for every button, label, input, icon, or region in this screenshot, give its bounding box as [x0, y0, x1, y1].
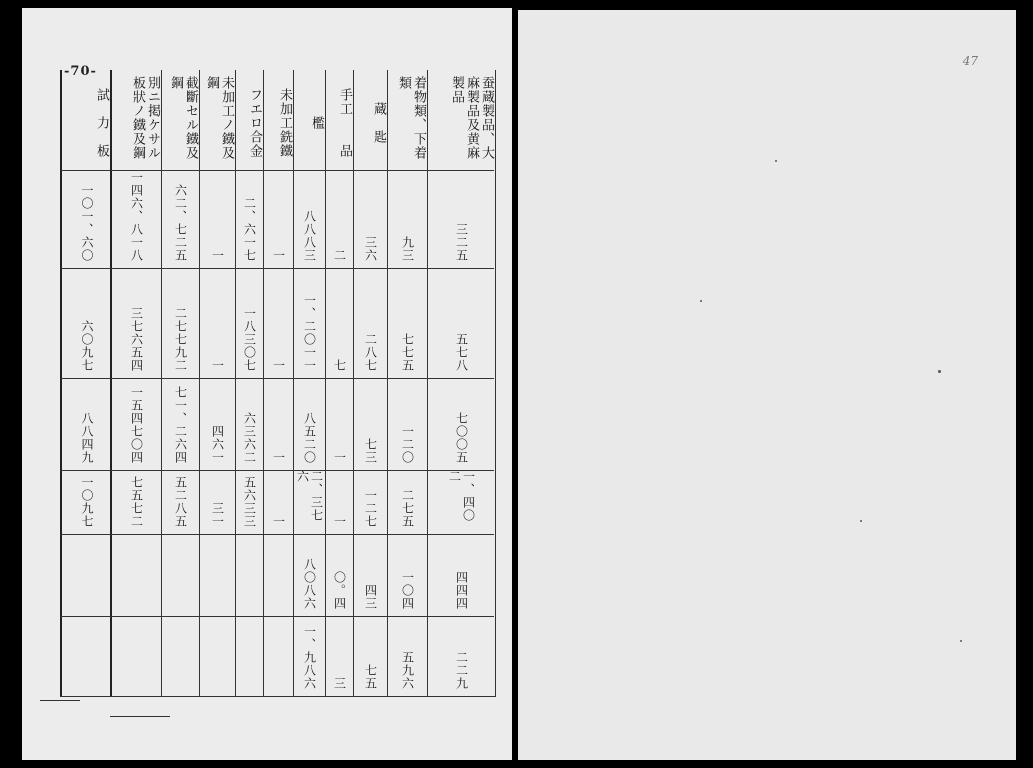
- table-cell: [64, 616, 110, 696]
- table-cell: 三六: [363, 236, 378, 262]
- table-cell: 一: [271, 451, 286, 464]
- table-cell: 九三: [400, 236, 415, 262]
- table-cell: 七: [332, 359, 347, 372]
- column-header: フエロ合金: [247, 87, 262, 158]
- table-cell: 三七六五四: [129, 307, 144, 372]
- table-cell: 一、二〇一一: [302, 294, 317, 372]
- table-cell: 二八七: [363, 333, 378, 372]
- table-cell: 一: [332, 451, 347, 464]
- table-cell: 八五二〇: [302, 412, 317, 464]
- table-cell: 一〇四: [400, 571, 415, 610]
- column-header: 未加工ノ鐡及鋼: [204, 76, 234, 160]
- table-column: [112, 70, 162, 696]
- table-cell: 一: [271, 249, 286, 262]
- table-cell: 四四四: [454, 571, 469, 610]
- scan-speck: [700, 300, 702, 302]
- table-cell: 一二〇: [400, 425, 415, 464]
- row-divider: [60, 696, 494, 697]
- row-divider: [60, 378, 494, 379]
- table-cell: 三一: [210, 502, 225, 528]
- column-header: 試 力 板: [94, 87, 109, 158]
- scan-speck: [960, 640, 962, 642]
- right-page: [518, 10, 1016, 760]
- table-column: [200, 70, 236, 696]
- column-header: 着物類、下着類: [396, 76, 426, 160]
- table-cell: 四三: [363, 584, 378, 610]
- table-cell: 七五七二: [129, 476, 144, 528]
- table-cell: [264, 534, 293, 616]
- table-cell: [64, 534, 110, 616]
- table-cell: 一二七: [363, 489, 378, 528]
- table-cell: 五九六: [400, 651, 415, 690]
- table-column: [428, 70, 496, 696]
- table-cell: 〇。四: [332, 571, 347, 610]
- table-cell: 八八八三: [302, 210, 317, 262]
- page-mark: 47: [962, 54, 978, 68]
- row-divider: [60, 534, 494, 535]
- table-cell: 八〇八六: [302, 558, 317, 610]
- column-header: 別ニ掲ケサル板狀ノ鐡及鋼: [130, 76, 160, 160]
- scan-speck: [775, 160, 777, 162]
- table-cell: 一四六、八一八: [129, 171, 144, 262]
- table-cell: [200, 616, 235, 696]
- table-cell: 一〇九七: [80, 476, 94, 528]
- table-cell: 七五: [363, 664, 378, 690]
- table-cell: [236, 534, 263, 616]
- table-cell: 一: [210, 249, 225, 262]
- page-number: -70-: [64, 64, 97, 79]
- table-cell: 六三六二: [242, 412, 257, 464]
- table-cell: 五二八五: [173, 476, 188, 528]
- table-column: [162, 70, 200, 696]
- row-divider: [60, 268, 494, 269]
- table-column: [294, 70, 326, 696]
- table-cell: 二二九: [454, 651, 469, 690]
- scan-speck: [938, 370, 941, 373]
- table-cell: 一八三〇七: [242, 307, 257, 372]
- table-cell: 一: [332, 515, 347, 528]
- table-cell: 八八四九: [80, 412, 94, 464]
- table-cell: 七一、二六四: [173, 386, 188, 464]
- table-cell: 一五四七〇四: [129, 386, 144, 464]
- table-cell: [200, 534, 235, 616]
- table-cell: 一: [210, 359, 225, 372]
- table-cell: [112, 534, 161, 616]
- table-cell: [162, 534, 199, 616]
- table-cell: 三: [332, 677, 347, 690]
- table-cell: 一: [271, 359, 286, 372]
- table-cell: 五七八: [454, 333, 469, 372]
- pen-mark: [110, 716, 170, 717]
- column-header: 蔵 匙: [371, 101, 386, 144]
- table-cell: 一、四〇二: [447, 470, 476, 522]
- table-cell: [236, 616, 263, 696]
- table-cell: 七七五: [400, 333, 415, 372]
- pen-mark: [40, 700, 80, 701]
- scan-speck: [860, 520, 862, 522]
- table-cell: 二: [332, 249, 347, 262]
- table-cell: 三二五: [454, 223, 469, 262]
- table-column: [326, 70, 354, 696]
- table-cell: [264, 616, 293, 696]
- column-header: 截斷セル鐡及鋼: [168, 76, 198, 160]
- table-column: [236, 70, 264, 696]
- table-cell: 七〇〇五: [454, 412, 469, 464]
- table-cell: 二七七九二: [173, 307, 188, 372]
- column-header: 未加工銑鐵: [277, 87, 292, 158]
- column-header: 蚕蔵製品、大麻製品及黄麻製品: [449, 76, 494, 160]
- table-cell: 一〇一、六〇: [80, 184, 94, 262]
- table-cell: 一: [271, 515, 286, 528]
- row-divider: [60, 470, 494, 471]
- table-column: [354, 70, 388, 696]
- table-cell: 六〇九七: [80, 320, 94, 372]
- table-column: [264, 70, 294, 696]
- table-cell: 二、三七六: [295, 470, 324, 522]
- row-divider: [60, 170, 494, 171]
- row-divider: [60, 616, 494, 617]
- table-cell: 四六一: [210, 425, 225, 464]
- table-cell: 五六三三: [242, 476, 257, 528]
- table-column: [388, 70, 428, 696]
- table-cell: 一、九八六: [302, 625, 317, 690]
- table-cell: 二七五: [400, 489, 415, 528]
- table-column: [64, 70, 112, 696]
- table-frame: [60, 70, 496, 697]
- table-cell: 六二、七二五: [173, 184, 188, 262]
- table-cell: 二、六一七: [242, 197, 257, 262]
- column-header: 手工 品: [337, 87, 352, 158]
- column-header: 檻: [309, 115, 324, 130]
- table-cell: [162, 616, 199, 696]
- table-cell: 七三: [363, 438, 378, 464]
- table-cell: [112, 616, 161, 696]
